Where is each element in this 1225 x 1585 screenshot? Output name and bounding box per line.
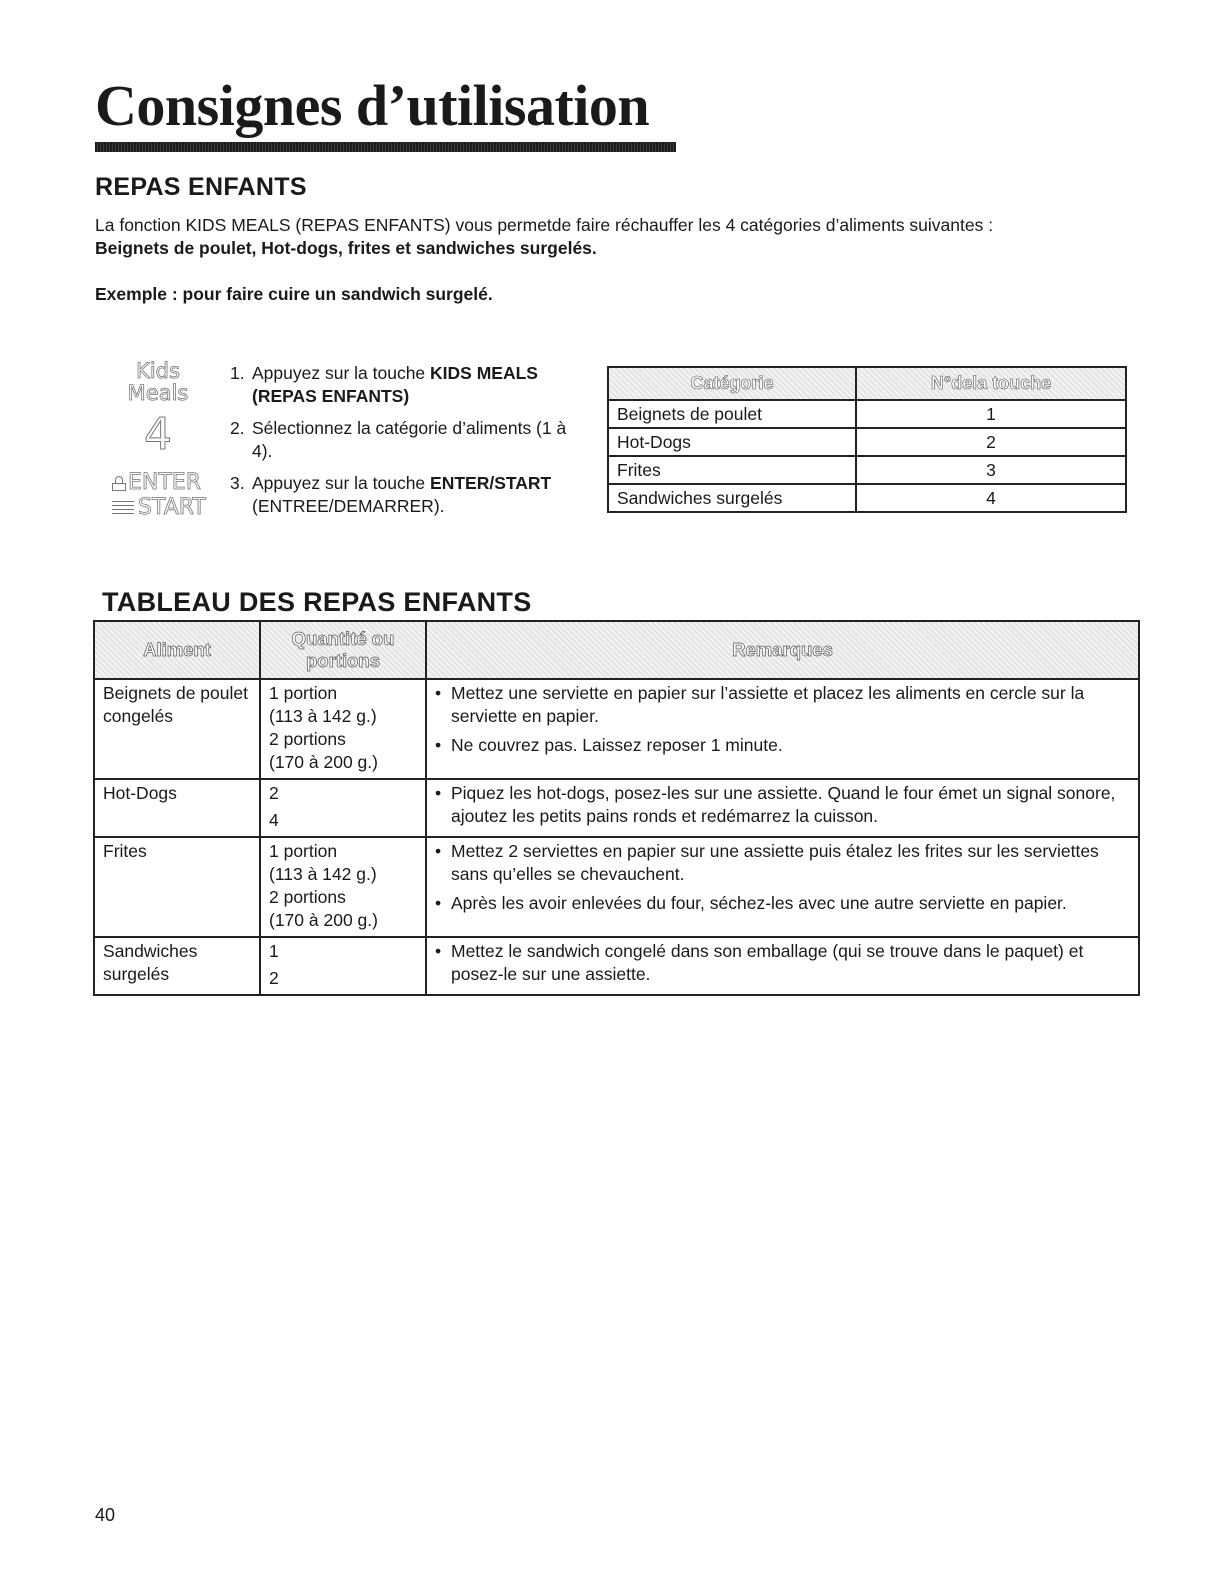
step-number: 2. bbox=[230, 418, 245, 438]
page-number: 40 bbox=[95, 1505, 116, 1525]
kids-meals-table-heading: TABLEAU DES REPAS ENFANTS bbox=[102, 587, 532, 617]
key-number-cell: 3 bbox=[856, 456, 1126, 484]
table-header-row bbox=[608, 367, 1126, 400]
step-text: Appuyez sur la touche KIDS MEALS (REPAS ENFANTS) bbox=[252, 363, 538, 406]
table-header-row bbox=[94, 621, 1139, 679]
column-header-quantity: Quantité ou portions bbox=[260, 621, 426, 679]
section-heading: REPAS ENFANTS bbox=[95, 173, 307, 201]
number-4-key-icon: 4 bbox=[144, 409, 172, 460]
key-number-cell: 2 bbox=[856, 428, 1126, 456]
step-text: Appuyez sur la touche ENTER/START (ENTREE/DEMARRER). bbox=[252, 473, 552, 516]
page-title: Consignes d’utilisation bbox=[95, 73, 650, 138]
category-cell: Beignets de poulet bbox=[608, 400, 856, 428]
note-item: • Mettez 2 serviettes en papier sur une assiette puis étalez les frites sur les serviettes sans qu’elles se chevauchent. bbox=[435, 841, 1099, 884]
intro-paragraph bbox=[95, 214, 1135, 260]
quantity-cell: 2 4 bbox=[260, 779, 426, 837]
notes-cell bbox=[426, 779, 1139, 837]
intro-bold-text: Beignets de poulet, Hot-dogs, frites et sandwiches surgelés. bbox=[95, 238, 597, 258]
food-cell: Hot-Dogs bbox=[94, 779, 260, 837]
start-key-label: START bbox=[138, 495, 206, 520]
step-number: 1. bbox=[230, 363, 245, 383]
step-item bbox=[230, 417, 590, 463]
column-header-food: Aliment bbox=[94, 621, 260, 679]
step-item bbox=[230, 362, 590, 408]
table-row bbox=[94, 679, 1139, 779]
intro-text: La fonction KIDS MEALS (REPAS ENFANTS) vous permetde faire réchauffer les 4 catégories d’aliments suivantes : bbox=[95, 215, 994, 235]
lock-icon bbox=[112, 476, 126, 490]
notes-cell bbox=[426, 937, 1139, 995]
example-heading: Exemple : pour faire cuire un sandwich surgelé. bbox=[95, 284, 493, 304]
table-row bbox=[608, 456, 1126, 484]
enter-key-label: ENTER bbox=[128, 470, 201, 495]
table-row bbox=[608, 400, 1126, 428]
note-item: • Ne couvrez pas. Laissez reposer 1 minute. bbox=[435, 735, 783, 755]
category-cell: Sandwiches surgelés bbox=[608, 484, 856, 512]
lines-icon bbox=[112, 501, 134, 515]
note-item: • Mettez une serviette en papier sur l’assiette et placez les aliments en cercle sur la serviette en papier. bbox=[435, 683, 1085, 726]
table-row bbox=[608, 484, 1126, 512]
quantity-cell: 1 2 bbox=[260, 937, 426, 995]
note-item: • Piquez les hot-dogs, posez-les sur une assiette. Quand le four émet un signal sonore, ajoutez les petits pains ronds et redémarrez la cuisson. bbox=[435, 783, 1116, 826]
quantity-cell: 1 portion (113 à 142 g.) 2 portions (170 à 200 g.) bbox=[260, 837, 426, 937]
step-text: Sélectionnez la catégorie d’aliments (1 à 4). bbox=[252, 418, 567, 461]
enter-start-key-icon bbox=[112, 470, 212, 520]
step-item bbox=[230, 472, 590, 518]
key-number-cell: 1 bbox=[856, 400, 1126, 428]
kids-meals-table bbox=[93, 620, 1140, 996]
notes-cell bbox=[426, 837, 1139, 937]
notes-cell bbox=[426, 679, 1139, 779]
step-number: 3. bbox=[230, 473, 245, 493]
meals-key-label: Meals bbox=[127, 381, 189, 405]
table-row bbox=[94, 837, 1139, 937]
column-header-notes: Remarques bbox=[426, 621, 1139, 679]
column-header-key-number: N°dela touche bbox=[856, 367, 1126, 400]
key-number-cell: 4 bbox=[856, 484, 1126, 512]
steps-list bbox=[230, 362, 590, 527]
table-row bbox=[94, 779, 1139, 837]
note-item: • Après les avoir enlevées du four, séchez-les avec une autre serviette en papier. bbox=[435, 893, 1067, 913]
note-item: • Mettez le sandwich congelé dans son emballage (qui se trouve dans le paquet) et posez-le sur une assiette. bbox=[435, 941, 1084, 984]
table-row bbox=[608, 428, 1126, 456]
quantity-cell: 1 portion (113 à 142 g.) 2 portions (170 à 200 g.) bbox=[260, 679, 426, 779]
column-header-category: Catégorie bbox=[608, 367, 856, 400]
food-cell: Beignets de poulet congelés bbox=[94, 679, 260, 779]
kids-key-label: Kids bbox=[136, 359, 180, 383]
table-row bbox=[94, 937, 1139, 995]
food-cell: Frites bbox=[94, 837, 260, 937]
category-cell: Hot-Dogs bbox=[608, 428, 856, 456]
title-underline bbox=[95, 142, 676, 152]
category-table bbox=[607, 366, 1127, 513]
category-cell: Frites bbox=[608, 456, 856, 484]
food-cell: Sandwiches surgelés bbox=[94, 937, 260, 995]
kids-meals-key-icon bbox=[118, 360, 198, 404]
